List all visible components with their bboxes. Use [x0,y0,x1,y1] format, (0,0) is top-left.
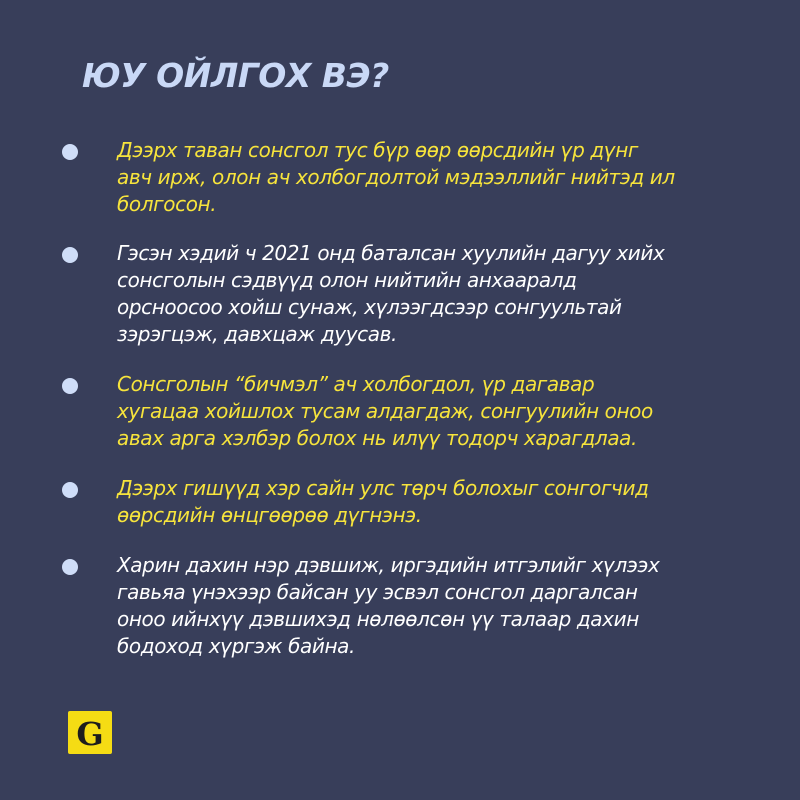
bullet-dot-icon [62,482,78,498]
list-item-text: Харин дахин нэр дэвшиж, иргэдийн итгэлийг хүлээх гавьяа үнэхээр байсан уу эсвэл сонсгол даргалсан оноо ийнхүү дэвшихэд нөлөөлсөн үү талаар дахин бодоход хүргэж байна. [117,553,660,658]
bullet-dot-icon [62,144,78,160]
page-heading: ЮУ ОЙЛГОХ ВЭ? [82,56,389,95]
brand-logo [68,711,112,754]
bullet-dot-icon [62,247,78,263]
list-item-text: Сонсголын “бичмэл” ач холбогдол, үр дагавар хугацаа хойшлох тусам алдагдаж, сонгуулийн оноо авах арга хэлбэр болох нь илүү тодорч харагдлаа. [117,372,653,450]
bullet-dot-icon [62,378,78,394]
bullet-dot-icon [62,559,78,575]
brand-logo-letter: G [76,714,104,753]
list-item-text: Гэсэн хэдий ч 2021 онд баталсан хуулийн дагуу хийх сонсголын сэдвүүд олон нийтийн анхааралд орсноосоо хойш сунаж, хүлээгдсээр сонгуультай зэрэгцэж, давхцаж дуусав. [117,241,665,346]
list-item-text: Дээрх гишүүд хэр сайн улс төрч болохыг сонгогчид өөрсдийн өнцгөөрөө дүгнэнэ. [117,476,649,527]
list-item-text: Дээрх таван сонсгол тус бүр өөр өөрсдийн үр дүнг авч ирж, олон ач холбогдолтой мэдээллийг нийтэд ил болгосон. [117,138,675,216]
